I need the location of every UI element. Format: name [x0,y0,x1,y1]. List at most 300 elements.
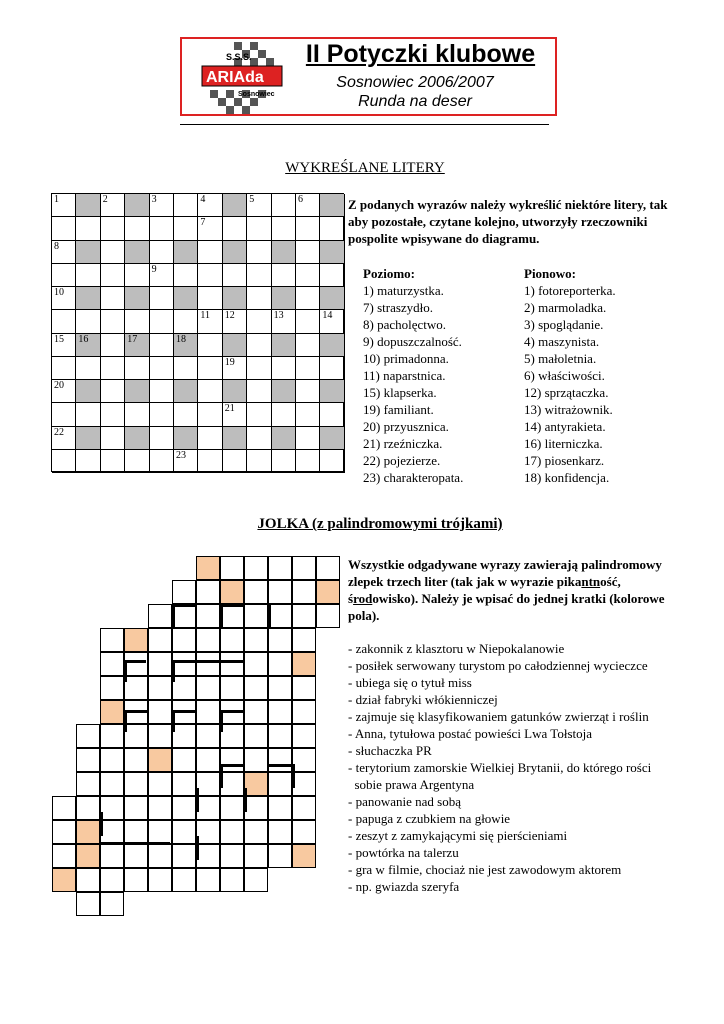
grid-cell[interactable] [320,357,344,380]
jolka-cell[interactable] [172,628,196,652]
jolka-cell[interactable] [52,796,76,820]
grid-cell[interactable] [272,194,296,217]
grid-cell[interactable] [125,427,149,450]
jolka-cell[interactable] [196,652,220,676]
jolka-cell[interactable] [268,580,292,604]
grid-cell[interactable] [125,310,149,333]
section1-instructions: Z podanych wyrazów należy wykreślić niektóre litery, tak aby pozostałe, czytane kolejno, utworzyły rzeczowniki pospolite wpisywane do diagramu. [348,197,668,246]
grid-cell[interactable] [272,287,296,310]
grid-cell[interactable] [76,357,100,380]
grid-cell[interactable] [198,310,222,333]
grid-cell[interactable] [76,310,100,333]
jolka-cell[interactable] [100,652,124,676]
cell-number: 18 [176,333,186,345]
grid-cell[interactable] [150,380,174,403]
word-divider [124,710,127,732]
grid-cell[interactable] [150,264,174,287]
jolka-cell[interactable] [220,724,244,748]
jolka-cell[interactable] [196,604,220,628]
jolka-cell[interactable] [292,700,316,724]
jolka-cell[interactable] [292,796,316,820]
grid-cell[interactable] [52,403,76,426]
grid-cell[interactable] [296,357,320,380]
grid-cell[interactable] [272,334,296,357]
grid-cell[interactable] [320,287,344,310]
jolka-cell[interactable] [220,772,244,796]
jolka-cell[interactable] [292,844,316,868]
jolka-cell[interactable] [148,844,172,868]
jolka-cell[interactable] [100,748,124,772]
jolka-cell[interactable] [52,844,76,868]
grid-cell[interactable] [76,450,100,473]
jolka-cell[interactable] [172,580,196,604]
jolka-cell[interactable] [148,796,172,820]
jolka-cell[interactable] [292,556,316,580]
jolka-cell[interactable] [220,628,244,652]
grid-cell[interactable] [223,287,247,310]
jolka-cell[interactable] [172,772,196,796]
grid-cell[interactable] [101,217,125,240]
grid-cell[interactable] [52,380,76,403]
jolka-cell[interactable] [220,820,244,844]
jolka-cell[interactable] [100,628,124,652]
jolka-cell[interactable] [76,772,100,796]
grid-cell[interactable] [296,264,320,287]
grid-cell[interactable] [296,241,320,264]
grid-cell[interactable] [320,310,344,333]
grid-cell[interactable] [76,427,100,450]
jolka-cell[interactable] [124,820,148,844]
grid-cell[interactable] [296,217,320,240]
jolka-cell[interactable] [316,580,340,604]
jolka-cell[interactable] [268,652,292,676]
clue-item: - gra w filmie, chociaż nie jest zawodowym aktorem [348,862,622,877]
grid-cell[interactable] [272,241,296,264]
grid-cell[interactable] [101,310,125,333]
grid-cell[interactable] [125,334,149,357]
grid-cell[interactable] [76,334,100,357]
cell-number: 5 [249,194,255,205]
jolka-cell[interactable] [244,580,268,604]
jolka-cell[interactable] [268,628,292,652]
grid-cell[interactable] [247,357,271,380]
word-divider [196,788,199,812]
grid-cell[interactable] [296,310,320,333]
jolka-cell[interactable] [172,748,196,772]
jolka-cell[interactable] [244,652,268,676]
grid-cell[interactable] [223,403,247,426]
grid-cell[interactable] [150,310,174,333]
grid-cell[interactable] [198,217,222,240]
jolka-cell[interactable] [196,844,220,868]
clue-item: 5) małoletnia. [524,351,597,366]
grid-cell[interactable] [150,427,174,450]
jolka-cell[interactable] [148,820,172,844]
grid-cell[interactable] [101,450,125,473]
grid-cell[interactable] [101,264,125,287]
jolka-cell[interactable] [292,772,316,796]
grid-cell[interactable] [272,380,296,403]
clue-item: 16) literniczka. [524,436,603,451]
grid-cell[interactable] [198,357,222,380]
page-subtitle-1: Sosnowiec 2006/2007 [336,74,494,91]
grid-cell[interactable] [174,287,198,310]
grid-cell[interactable] [320,450,344,473]
down-clues [524,282,616,486]
jolka-cell[interactable] [268,820,292,844]
jolka-cell[interactable] [220,868,244,892]
jolka-cell[interactable] [148,868,172,892]
jolka-cell[interactable] [148,700,172,724]
grid-cell[interactable] [198,241,222,264]
jolka-cell[interactable] [148,748,172,772]
grid-cell[interactable] [174,380,198,403]
jolka-cell[interactable] [244,796,268,820]
jolka-cell[interactable] [244,820,268,844]
grid-cell[interactable] [52,427,76,450]
grid-cell[interactable] [296,380,320,403]
grid-cell[interactable] [296,334,320,357]
jolka-cell[interactable] [268,796,292,820]
jolka-cell[interactable] [244,604,268,628]
grid-cell[interactable] [52,264,76,287]
jolka-cell[interactable] [148,628,172,652]
jolka-cell[interactable] [292,820,316,844]
jolka-cell[interactable] [124,772,148,796]
grid-cell[interactable] [174,310,198,333]
grid-cell[interactable] [76,287,100,310]
grid-cell[interactable] [247,241,271,264]
grid-cell[interactable] [101,357,125,380]
jolka-cell[interactable] [268,724,292,748]
jolka-cell[interactable] [196,772,220,796]
grid-cell[interactable] [125,380,149,403]
grid-cell[interactable] [296,403,320,426]
jolka-cell[interactable] [220,748,244,772]
grid-cell[interactable] [150,217,174,240]
jolka-cell[interactable] [244,628,268,652]
grid-cell[interactable] [247,450,271,473]
jolka-cell[interactable] [76,796,100,820]
jolka-cell[interactable] [52,868,76,892]
jolka-cell[interactable] [124,844,148,868]
grid-cell[interactable] [272,403,296,426]
down-header: Pionowo: [524,266,576,281]
grid-cell[interactable] [320,264,344,287]
jolka-cell[interactable] [76,748,100,772]
jolka-cell[interactable] [172,820,196,844]
jolka-cell[interactable] [244,724,268,748]
jolka-cell[interactable] [148,772,172,796]
jolka-cell[interactable] [172,652,196,676]
jolka-cell[interactable] [124,748,148,772]
grid-cell[interactable] [198,287,222,310]
jolka-cell[interactable] [196,724,220,748]
word-divider [172,660,244,663]
grid-cell[interactable] [174,241,198,264]
word-divider [172,710,196,713]
jolka-cell[interactable] [220,796,244,820]
grid-cell[interactable] [150,194,174,217]
grid-cell[interactable] [320,194,344,217]
jolka-cell[interactable] [100,868,124,892]
jolka-cell[interactable] [268,772,292,796]
jolka-cell[interactable] [100,820,124,844]
grid-cell[interactable] [223,427,247,450]
grid-cell[interactable] [320,380,344,403]
grid-cell[interactable] [198,450,222,473]
grid-cell[interactable] [76,194,100,217]
jolka-cell[interactable] [316,604,340,628]
grid-cell[interactable] [174,194,198,217]
grid-cell[interactable] [52,217,76,240]
grid-cell[interactable] [320,241,344,264]
jolka-cell[interactable] [244,556,268,580]
grid-cell[interactable] [296,194,320,217]
jolka-cell[interactable] [220,604,244,628]
grid-cell[interactable] [223,380,247,403]
grid-cell[interactable] [223,194,247,217]
jolka-cell[interactable] [244,868,268,892]
grid-cell[interactable] [198,194,222,217]
grid-cell[interactable] [198,380,222,403]
jolka-cell[interactable] [292,748,316,772]
grid-cell[interactable] [150,287,174,310]
jolka-cell[interactable] [172,724,196,748]
grid-cell[interactable] [150,450,174,473]
jolka-cell[interactable] [100,700,124,724]
grid-cell[interactable] [320,427,344,450]
jolka-cell[interactable] [172,604,196,628]
grid-cell[interactable] [223,241,247,264]
grid-cell[interactable] [223,357,247,380]
jolka-cell[interactable] [292,604,316,628]
grid-cell[interactable] [320,403,344,426]
grid-cell[interactable] [76,403,100,426]
jolka-cell[interactable] [148,652,172,676]
jolka-cell[interactable] [172,796,196,820]
jolka-cell[interactable] [196,628,220,652]
jolka-cell[interactable] [172,844,196,868]
grid-cell[interactable] [174,334,198,357]
jolka-cell[interactable] [292,652,316,676]
jolka-cell[interactable] [148,724,172,748]
grid-cell[interactable] [223,450,247,473]
grid-cell[interactable] [198,264,222,287]
grid-cell[interactable] [101,403,125,426]
grid-cell[interactable] [125,357,149,380]
grid-cell[interactable] [272,450,296,473]
jolka-cell[interactable] [124,676,148,700]
jolka-cell[interactable] [76,892,100,916]
section1-title: WYKREŚLANE LITERY [285,160,445,176]
jolka-cell[interactable] [76,868,100,892]
grid-cell[interactable] [76,264,100,287]
jolka-cell[interactable] [316,556,340,580]
grid-cell[interactable] [272,357,296,380]
jolka-cell[interactable] [220,676,244,700]
grid-cell[interactable] [150,357,174,380]
grid-cell[interactable] [198,334,222,357]
clue-item: 1) fotoreporterka. [524,283,616,298]
jolka-cell[interactable] [292,724,316,748]
grid-cell[interactable] [247,264,271,287]
cell-number: 11 [200,310,211,322]
grid-cell[interactable] [247,380,271,403]
grid-cell[interactable] [76,380,100,403]
jolka-cell[interactable] [124,652,148,676]
jolka-cell[interactable] [124,628,148,652]
grid-cell[interactable] [247,287,271,310]
jolka-cell[interactable] [100,844,124,868]
grid-cell[interactable] [223,264,247,287]
jolka-cell[interactable] [244,700,268,724]
grid-cell[interactable] [174,427,198,450]
word-divider [244,788,247,812]
jolka-cell[interactable] [268,748,292,772]
jolka-cell[interactable] [196,676,220,700]
jolka-cell[interactable] [196,580,220,604]
grid-cell[interactable] [52,310,76,333]
jolka-cell[interactable] [100,724,124,748]
jolka-cell[interactable] [292,580,316,604]
grid-cell[interactable] [247,334,271,357]
grid-cell[interactable] [247,427,271,450]
grid-cell[interactable] [296,427,320,450]
grid-cell[interactable] [223,334,247,357]
grid-cell[interactable] [223,217,247,240]
grid-cell[interactable] [125,194,149,217]
jolka-cell[interactable] [76,724,100,748]
grid-cell[interactable] [198,427,222,450]
grid-cell[interactable] [125,287,149,310]
grid-cell[interactable] [52,334,76,357]
jolka-cell[interactable] [220,844,244,868]
jolka-cell[interactable] [268,700,292,724]
jolka-cell[interactable] [172,676,196,700]
grid-cell[interactable] [101,194,125,217]
grid-cell[interactable] [101,427,125,450]
clue-item: - słuchaczka PR [348,743,432,758]
grid-cell[interactable] [101,380,125,403]
grid-cell[interactable] [125,264,149,287]
grid-cell[interactable] [198,403,222,426]
jolka-cell[interactable] [124,796,148,820]
grid-cell[interactable] [52,287,76,310]
jolka-cell[interactable] [220,652,244,676]
grid-cell[interactable] [247,217,271,240]
clue-item: 12) sprzątaczka. [524,385,609,400]
grid-cell[interactable] [296,287,320,310]
jolka-cell[interactable] [292,676,316,700]
grid-cell[interactable] [101,241,125,264]
grid-cell[interactable] [125,217,149,240]
grid-cell[interactable] [52,241,76,264]
jolka-cell[interactable] [148,676,172,700]
jolka-cell[interactable] [124,724,148,748]
grid-cell[interactable] [76,241,100,264]
grid-cell[interactable] [101,287,125,310]
jolka-cell[interactable] [172,868,196,892]
clue-item: sobie prawa Argentyna [348,777,475,792]
clue-item: 10) primadonna. [363,351,449,366]
grid-cell[interactable] [174,357,198,380]
jolka-cell[interactable] [52,820,76,844]
jolka-cell[interactable] [196,556,220,580]
jolka-cell[interactable] [268,844,292,868]
grid-cell[interactable] [174,403,198,426]
clue-item: - papuga z czubkiem na głowie [348,811,511,826]
jolka-cell[interactable] [100,796,124,820]
jolka-cell[interactable] [244,748,268,772]
grid-cell[interactable] [272,310,296,333]
grid-cell[interactable] [272,217,296,240]
jolka-cell[interactable] [196,820,220,844]
grid-cell[interactable] [247,310,271,333]
grid-cell[interactable] [272,427,296,450]
jolka-cell[interactable] [220,580,244,604]
jolka-cell[interactable] [196,748,220,772]
clue-item: 17) piosenkarz. [524,453,605,468]
grid-cell[interactable] [150,334,174,357]
jolka-cell[interactable] [244,844,268,868]
jolka-cell[interactable] [76,820,100,844]
grid-cell[interactable] [125,403,149,426]
jolka-cell[interactable] [100,676,124,700]
grid-cell[interactable] [320,334,344,357]
grid-cell[interactable] [247,194,271,217]
section2-title: JOLKA (z palindromowymi trójkami) [257,516,503,532]
grid-cell[interactable] [76,217,100,240]
jolka-cell[interactable] [268,604,292,628]
grid-cell[interactable] [52,450,76,473]
grid-cell[interactable] [174,450,198,473]
jolka-cell[interactable] [244,676,268,700]
grid-cell[interactable] [272,264,296,287]
word-divider [196,836,199,860]
jolka-cell[interactable] [220,556,244,580]
clue-item: - Anna, tytułowa postać powieści Lwa Tołstoja [348,726,592,741]
jolka-cell[interactable] [292,628,316,652]
grid-cell[interactable] [296,450,320,473]
jolka-cell[interactable] [268,556,292,580]
grid-cell[interactable] [247,403,271,426]
instr-part: ość, ś [348,574,621,606]
jolka-cell[interactable] [196,796,220,820]
jolka-cell[interactable] [268,676,292,700]
jolka-cell[interactable] [244,772,268,796]
jolka-cell[interactable] [148,604,172,628]
grid-cell[interactable] [101,334,125,357]
jolka-cell[interactable] [100,892,124,916]
grid-cell[interactable] [150,241,174,264]
jolka-cell[interactable] [196,700,220,724]
grid-cell[interactable] [52,194,76,217]
grid-cell[interactable] [174,217,198,240]
jolka-cell[interactable] [100,772,124,796]
grid-cell[interactable] [125,241,149,264]
grid-cell[interactable] [52,357,76,380]
grid-cell[interactable] [174,264,198,287]
club-logo [194,40,288,116]
jolka-cell[interactable] [76,844,100,868]
grid-cell[interactable] [125,450,149,473]
grid-cell[interactable] [150,403,174,426]
jolka-cell[interactable] [124,868,148,892]
jolka-cell[interactable] [196,868,220,892]
grid-cell[interactable] [223,310,247,333]
grid-cell[interactable] [320,217,344,240]
